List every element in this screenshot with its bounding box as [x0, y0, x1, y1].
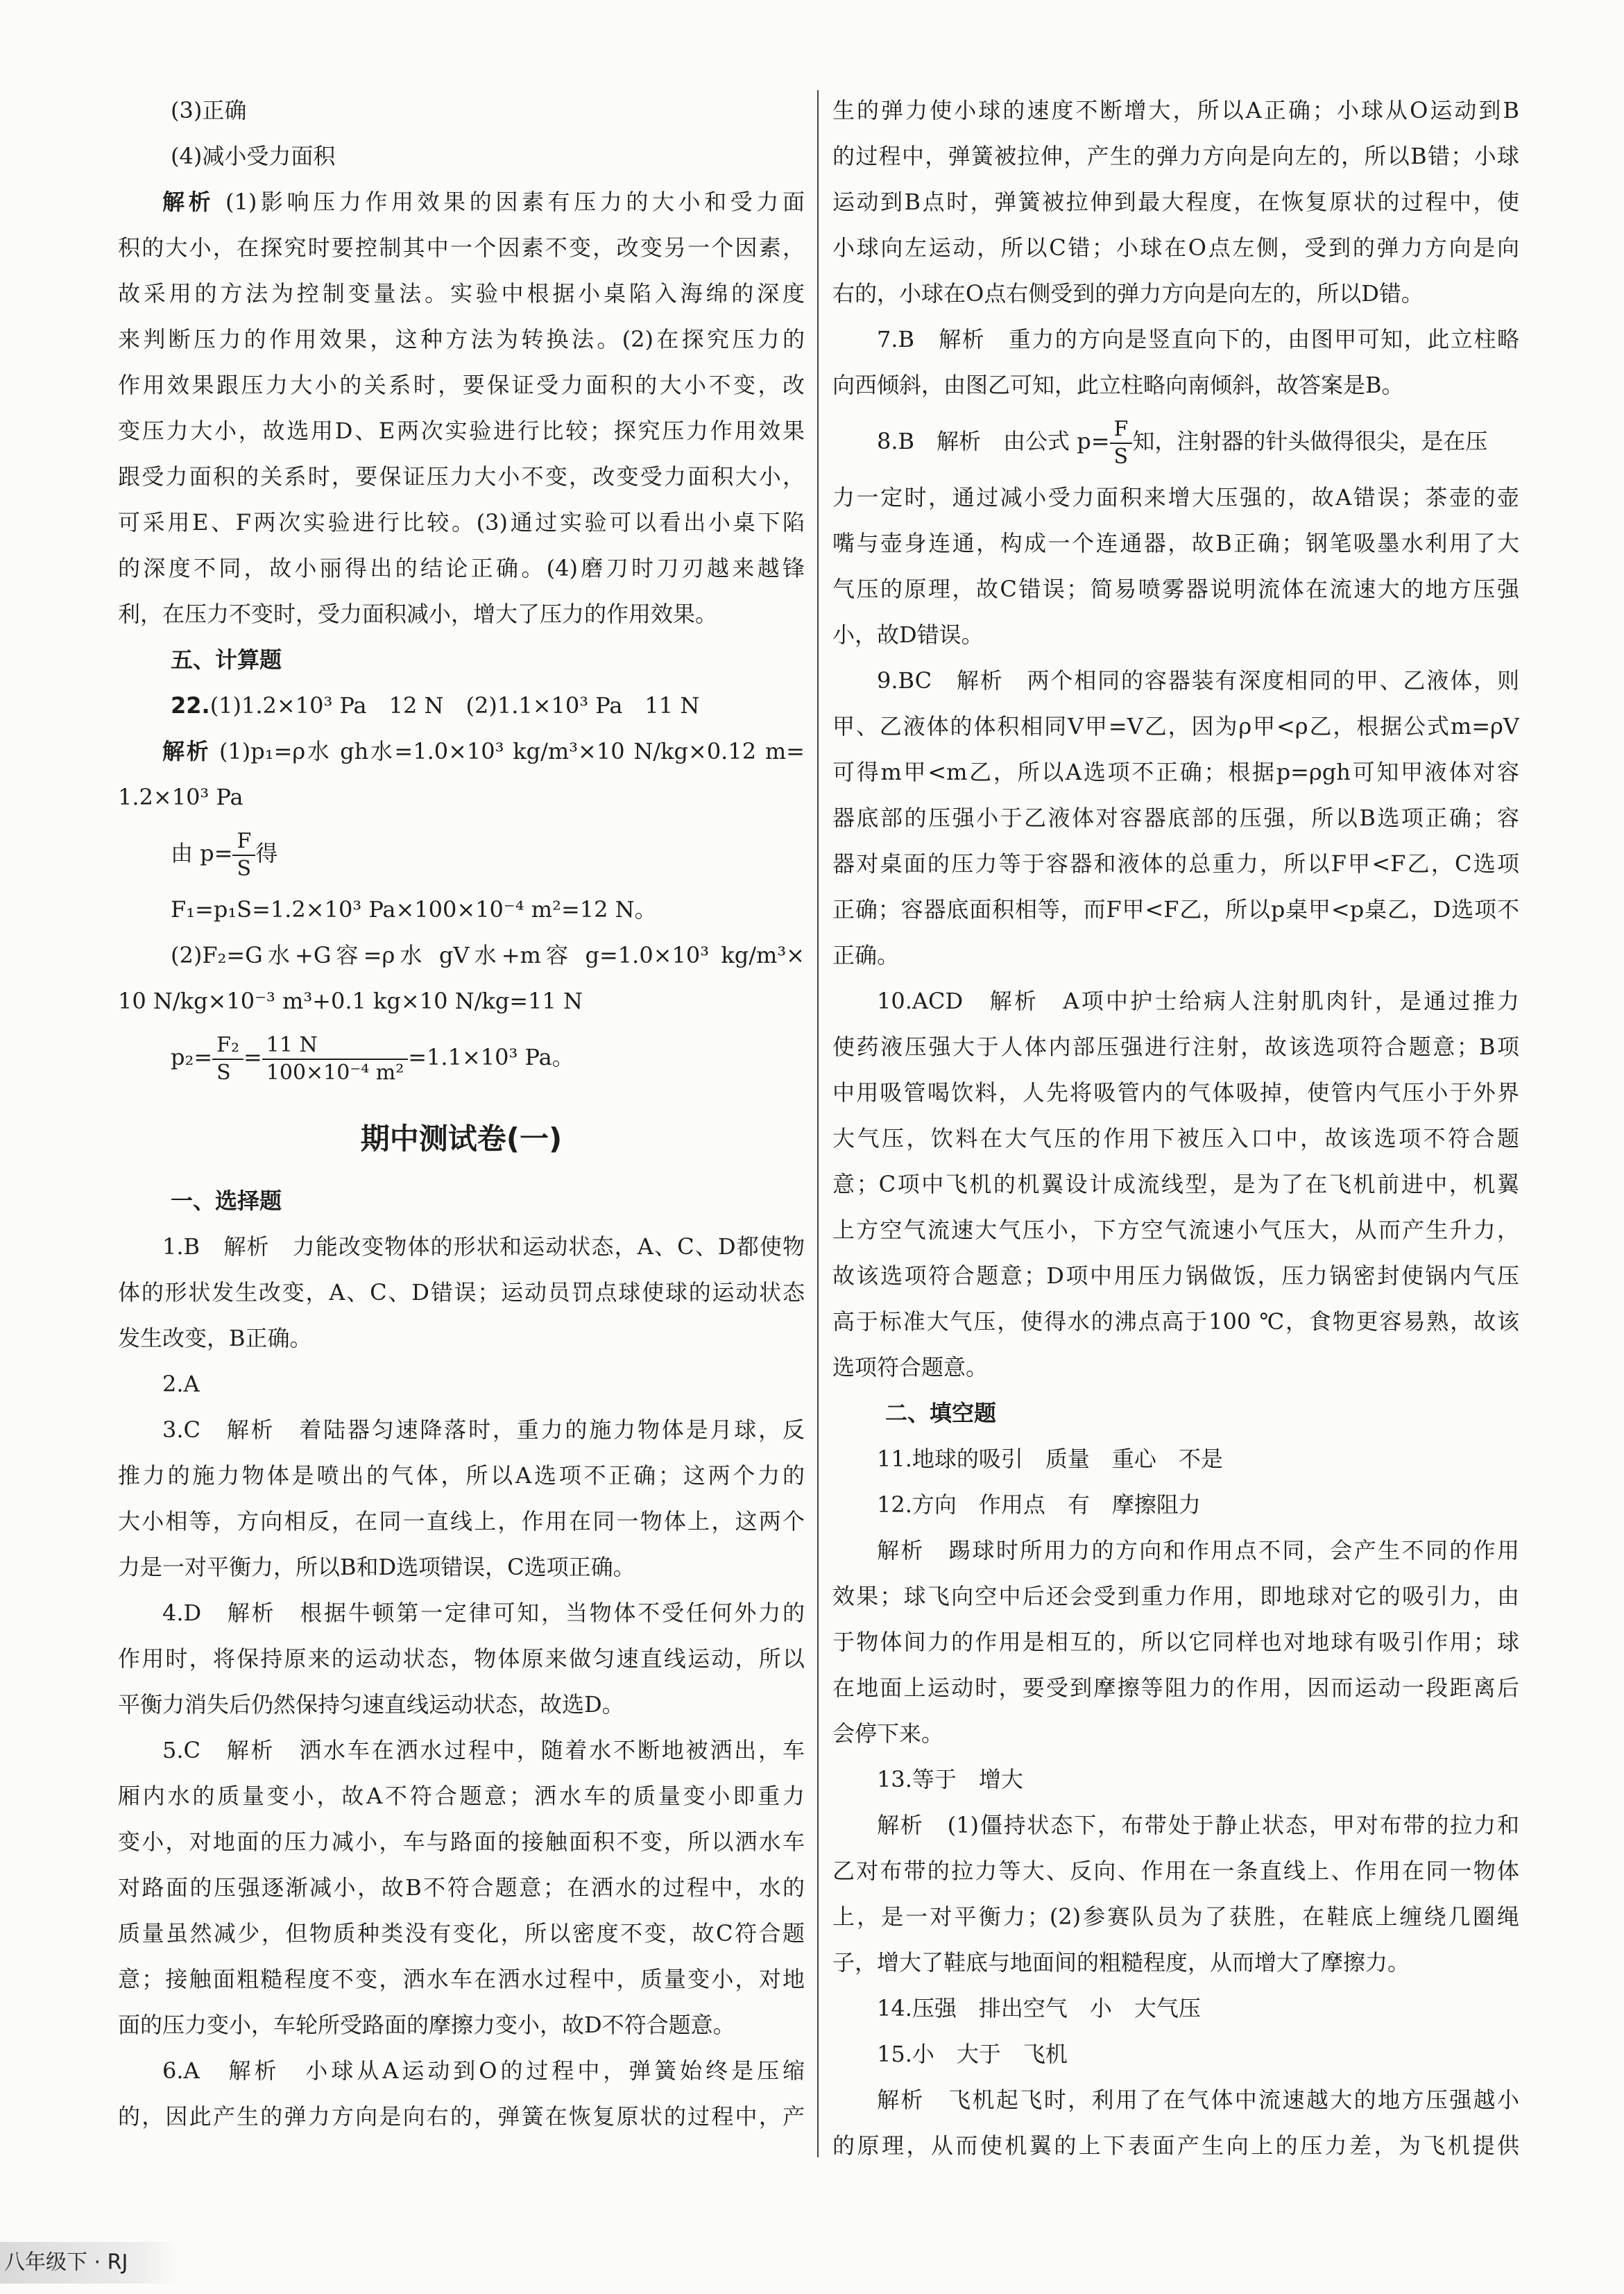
- question-line: 正确。: [832, 942, 900, 968]
- grade-footer-tab: 八年级下 · RJ: [0, 2242, 178, 2284]
- question-line: 气压的原理，故C错误；简易喷雾器说明流体在流速大的地方压强: [832, 576, 1519, 602]
- question-line: 大小相等，方向相反，在同一直线上，作用在同一物体上，这两个: [118, 1508, 805, 1534]
- question-line: 13.等于 增大: [877, 1766, 1023, 1792]
- question-line: 嘴与壶身连通，构成一个连通器，故B正确；钢笔吸墨水利用了大: [832, 530, 1519, 556]
- question-line: 高于标准大气压，使得水的沸点高于100 ℃，食物更容易熟，故该: [832, 1308, 1519, 1335]
- formula-line: (2)F₂=G水+G容=ρ水 gV水+m容 g=1.0×10³ kg/m³×: [171, 942, 805, 968]
- formula-line: 10 N/kg×10⁻³ m³+0.1 kg×10 N/kg=11 N: [118, 988, 583, 1014]
- section-heading: 二、填空题: [885, 1400, 997, 1426]
- question-line: 7.B 解析 重力的方向是竖直向下的，由图甲可知，此立柱略: [877, 326, 1519, 352]
- exam-title: 期中测试卷(一): [360, 1122, 563, 1156]
- question-line: 大气压，饮料在大气压的作用下被压入口中，故该选项不符合题: [832, 1125, 1519, 1152]
- formula-text: (1)p₁=ρ水 gh水=1.0×10³ kg/m³×10 N/kg×0.12 m=: [210, 738, 805, 764]
- analysis-label: 解析: [162, 738, 211, 764]
- question-line: 3.C 解析 着陆器匀速降落时，重力的施力物体是月球，反: [162, 1416, 805, 1443]
- formula-line: [118, 820, 805, 887]
- fraction: [212, 1032, 243, 1086]
- question-line: 11.地球的吸引 质量 重心 不是: [877, 1446, 1223, 1472]
- question-line: 4.D 解析 根据牛顿第一定律可知，当物体不受任何外力的: [162, 1600, 805, 1626]
- answer-line: (4)减小受力面积: [171, 143, 336, 169]
- question-line: 中用吸管喝饮料，人先将吸管内的气体吸掉，使管内气压小于外界: [832, 1079, 1519, 1106]
- question-22-answer: [118, 683, 805, 728]
- analysis-line: 的原理，从而使机翼的上下表面产生向上的压力差，为飞机提供: [832, 2132, 1519, 2159]
- question-text: 8.B 解析 由公式 p=: [877, 428, 1110, 454]
- question-line: 力一定时，通过减小受力面积来增大压强的，故A错误；茶壶的壶: [832, 484, 1519, 511]
- analysis-line: [118, 179, 805, 225]
- fraction: [1110, 416, 1133, 470]
- analysis-line: 解析 踢球时所用力的方向和作用点不同，会产生不同的作用: [877, 1537, 1519, 1564]
- question-line: 运动到B点时，弹簧被拉伸到最大程度，在恢复原状的过程中，使: [832, 189, 1519, 215]
- question-line: 甲、乙液体的体积相同V甲=V乙，因为ρ甲<ρ乙，根据公式m=ρV: [832, 713, 1519, 739]
- question-line: 小球向左运动，所以C错；小球在O点左侧，受到的弹力方向是向: [832, 234, 1519, 261]
- fraction-numerator: F: [1110, 416, 1133, 444]
- section-heading: 五、计算题: [171, 647, 282, 673]
- analysis-line: 利，在压力不变时，受力面积减小，增大了压力的作用效果。: [118, 601, 718, 627]
- fraction-denominator: S: [1113, 444, 1129, 469]
- analysis-label: 解析: [162, 189, 215, 215]
- analysis-line: 可采用E、F两次实验进行比较。(3)通过实验可以看出小桌下陷: [118, 509, 805, 536]
- formula-text: 由 p=: [171, 840, 233, 866]
- question-line: 对路面的压强逐渐减小，故B不符合题意；在洒水的过程中，水的: [118, 1874, 805, 1901]
- formula-line: [118, 1024, 805, 1090]
- analysis-line: 解析 飞机起飞时，利用了在气体中流速越大的地方压强越小: [877, 2087, 1519, 2113]
- question-line: 力是一对平衡力，所以B和D选项错误，C选项正确。: [118, 1554, 635, 1580]
- left-column: [118, 87, 805, 2139]
- question-line: 推力的施力物体是喷出的气体，所以A选项不正确；这两个力的: [118, 1462, 805, 1489]
- question-line: 选项符合题意。: [832, 1354, 989, 1380]
- question-line: 上方空气流速大气压小，下方空气流速小气压大，从而产生升力，: [832, 1217, 1519, 1243]
- question-line: [832, 408, 1519, 474]
- question-line: 的，因此产生的弹力方向是向右的，弹簧在恢复原状的过程中，产: [118, 2103, 805, 2130]
- question-line: 的过程中，弹簧被拉伸，产生的弹力方向是向左的，所以B错；小球: [832, 143, 1519, 169]
- question-line: 意；接触面粗糙程度不变，洒水车在洒水过程中，质量变小，对地: [118, 1966, 805, 1992]
- formula-text: p₂=: [171, 1044, 213, 1070]
- question-line: 器对桌面的压力等于容器和液体的总重力，所以F甲<F乙，C选项: [832, 850, 1519, 877]
- analysis-line: 在地面上运动时，要受到摩擦等阻力的作用，因而运动一段距离后: [832, 1675, 1519, 1701]
- fraction-numerator: 11 N: [262, 1032, 408, 1060]
- question-line: 正确；容器底面积相等，而F甲<F乙，所以p桌甲<p桌乙，D选项不: [832, 896, 1519, 923]
- question-line: 器底部的压强小于乙液体对容器底部的压强，所以B选项正确；容: [832, 805, 1519, 831]
- question-line: 1.B 解析 力能改变物体的形状和运动状态，A、C、D都使物: [162, 1233, 805, 1260]
- column-divider: [817, 90, 819, 2157]
- fraction-denominator: S: [237, 856, 252, 881]
- question-line: 2.A: [162, 1371, 200, 1397]
- question-line: 体的形状发生改变，A、C、D错误；运动员罚点球使球的运动状态: [118, 1279, 805, 1306]
- formula-text: =: [243, 1044, 262, 1070]
- question-line: 12.方向 作用点 有 摩擦阻力: [877, 1491, 1201, 1518]
- analysis-line: 的深度不同，故小丽得出的结论正确。(4)磨刀时刀刃越来越锋: [118, 555, 805, 581]
- analysis-line: 作用效果跟压力大小的关系时，要保证受力面积的大小不变，改: [118, 372, 805, 398]
- analysis-line: 来判断压力的作用效果，这种方法为转换法。(2)在探究压力的: [118, 326, 805, 352]
- fraction-denominator: S: [216, 1060, 231, 1085]
- question-line: 可得m甲<m乙，所以A选项不正确；根据p=ρgh可知甲液体对容: [832, 759, 1519, 785]
- fraction: [262, 1032, 408, 1086]
- answer-line: (3)正确: [171, 97, 247, 123]
- section-heading: 一、选择题: [171, 1188, 282, 1214]
- formula-text: =1.1×10³ Pa。: [408, 1044, 574, 1070]
- question-line: 使药液压强大于人体内部压强进行注射，故该选项符合题意；B项: [832, 1034, 1519, 1060]
- analysis-line: 积的大小，在探究时要控制其中一个因素不变，改变另一个因素，: [118, 234, 805, 261]
- analysis-line: 于物体间力的作用是相互的，所以它同样也对地球有吸引作用；球: [832, 1629, 1519, 1655]
- question-line: 意；C项中飞机的机翼设计成流线型，是为了在飞机前进中，机翼: [832, 1171, 1519, 1197]
- answer-text: (1)1.2×10³ Pa 12 N (2)1.1×10³ Pa 11 N: [210, 692, 700, 719]
- question-line: 6.A 解析 小球从A运动到O的过程中，弹簧始终是压缩: [162, 2057, 805, 2084]
- fraction: [232, 828, 255, 882]
- question-line: 10.ACD 解析 A项中护士给病人注射肌肉针，是通过推力: [877, 988, 1519, 1014]
- analysis-line: 效果；球飞向空中后还会受到重力作用，即地球对它的吸引力，由: [832, 1583, 1519, 1609]
- analysis-line: 解析 (1)僵持状态下，布带处于静止状态，甲对布带的拉力和: [877, 1812, 1519, 1838]
- question-line: 厢内水的质量变小，故A不符合题意；洒水车的质量变小即重力: [118, 1783, 805, 1809]
- fraction-denominator: 100×10⁻⁴ m²: [266, 1060, 404, 1085]
- formula-text: 得: [255, 840, 278, 866]
- formula-line: F₁=p₁S=1.2×10³ Pa×100×10⁻⁴ m²=12 N。: [171, 896, 657, 923]
- question-line: 小，故D错误。: [832, 622, 984, 648]
- question-line: 生的弹力使小球的速度不断增大，所以A正确；小球从O运动到B: [832, 97, 1519, 123]
- question-line: 质量虽然减少，但物质种类没有变化，所以密度不变，故C符合题: [118, 1920, 805, 1946]
- question-line: 平衡力消失后仍然保持匀速直线运动状态，故选D。: [118, 1691, 624, 1718]
- question-line: 14.压强 排出空气 小 大气压: [877, 1995, 1201, 2021]
- question-line: 变小，对地面的压力减小，车与路面的接触面积不变，所以洒水车: [118, 1829, 805, 1855]
- right-column: [832, 87, 1519, 2168]
- question-number: 22.: [171, 692, 210, 719]
- question-text: 知，注射器的针头做得很尖，是在压: [1132, 428, 1488, 454]
- analysis-line: 子，增大了鞋底与地面间的粗糙程度，从而增大了摩擦力。: [832, 1949, 1410, 1976]
- analysis-line: [118, 728, 805, 774]
- analysis-line: 乙对布带的拉力等大、反向、作用在一条直线上、作用在同一物体: [832, 1858, 1519, 1884]
- question-line: 5.C 解析 洒水车在洒水过程中，随着水不断地被洒出，车: [162, 1737, 805, 1763]
- question-line: 作用时，将保持原来的运动状态，物体原来做匀速直线运动，所以: [118, 1645, 805, 1672]
- formula-line: 1.2×10³ Pa: [118, 784, 243, 810]
- analysis-line: 上，是一对平衡力；(2)参赛队员为了获胜，在鞋底上缠绕几圈绳: [832, 1903, 1519, 1930]
- question-line: 9.BC 解析 两个相同的容器装有深度相同的甲、乙液体，则: [877, 667, 1519, 694]
- analysis-line: 会停下来。: [832, 1720, 944, 1747]
- fraction-numerator: F₂: [212, 1032, 243, 1060]
- question-line: 右的，小球在O点右侧受到的弹力方向是向左的，所以D错。: [832, 280, 1424, 307]
- fraction-numerator: F: [232, 828, 255, 856]
- question-line: 面的压力变小，车轮所受路面的摩擦力变小，故D不符合题意。: [118, 2012, 735, 2038]
- question-line: 15.小 大于 飞机: [877, 2041, 1068, 2067]
- analysis-line: 变压力大小，故选用D、E两次实验进行比较；探究压力作用效果: [118, 418, 805, 444]
- question-line: 发生改变，B正确。: [118, 1325, 312, 1351]
- question-line: 故该选项符合题意；D项中用压力锅做饭，压力锅密封使锅内气压: [832, 1262, 1519, 1289]
- analysis-line: 故采用的方法为控制变量法。实验中根据小桌陷入海绵的深度: [118, 280, 805, 307]
- analysis-text: (1)影响压力作用效果的因素有压力的大小和受力面: [214, 189, 805, 215]
- analysis-line: 跟受力面积的关系时，要保证压力大小不变，改变受力面积大小，: [118, 463, 805, 490]
- question-line: 向西倾斜，由图乙可知，此立柱略向南倾斜，故答案是B。: [832, 372, 1404, 398]
